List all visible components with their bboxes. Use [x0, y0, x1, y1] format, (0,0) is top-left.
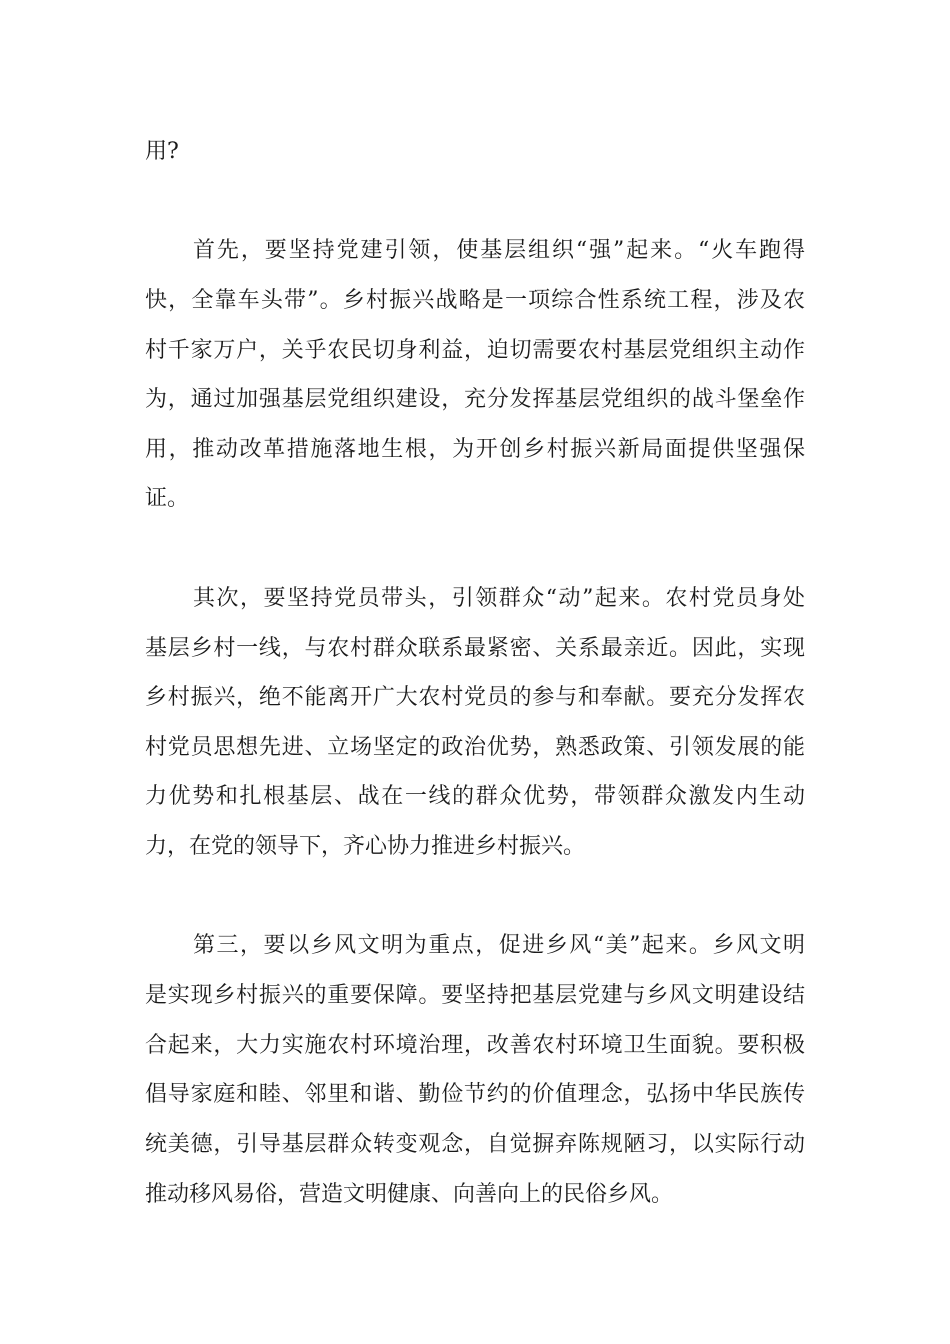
text-line: 用?: [145, 139, 179, 164]
text-line: 力，在党的领导下，齐心协力推进乡村振兴。: [145, 834, 586, 859]
text-line: 村千家万户，关乎农民切身利益，迫切需要农村基层党组织主动作: [145, 338, 805, 363]
paragraph-first-line: 其次，要坚持党员带头，引领群众“动”起来。农村党员身处: [193, 586, 805, 611]
text-line: 证。: [145, 486, 190, 511]
text-line: 推动移风易俗，营造文明健康、向善向上的民俗乡风。: [145, 1182, 674, 1207]
text-line: 快，全靠车头带”。乡村振兴战略是一项综合性系统工程，涉及农: [145, 288, 805, 313]
text-line: 为，通过加强基层党组织建设，充分发挥基层党组织的战斗堡垒作: [145, 387, 805, 412]
text-line: 基层乡村一线，与农村群众联系最紧密、关系最亲近。因此，实现: [145, 636, 805, 661]
text-line: 合起来，大力实施农村环境治理，改善农村环境卫生面貌。要积极: [145, 1033, 805, 1058]
text-line: 是实现乡村振兴的重要保障。要坚持把基层党建与乡风文明建设结: [145, 983, 805, 1008]
text-line: 力优势和扎根基层、战在一线的群众优势，带领群众激发内生动: [145, 784, 805, 809]
paragraph-first-line: 首先，要坚持党建引领，使基层组织“强”起来。“火车跑得: [193, 238, 805, 263]
text-line: 统美德，引导基层群众转变观念，自觉摒弃陈规陋习，以实际行动: [145, 1132, 805, 1157]
text-line: 乡村振兴，绝不能离开广大农村党员的参与和奉献。要充分发挥农: [145, 685, 805, 710]
text-line: 用，推动改革措施落地生根，为开创乡村振兴新局面提供坚强保: [145, 437, 805, 462]
paragraph-first-line: 第三，要以乡风文明为重点，促进乡风“美”起来。乡风文明: [193, 933, 805, 958]
text-line: 倡导家庭和睦、邻里和谐、勤俭节约的价值理念，弘扬中华民族传: [145, 1082, 805, 1107]
text-line: 村党员思想先进、立场坚定的政治优势，熟悉政策、引领发展的能: [145, 735, 805, 760]
